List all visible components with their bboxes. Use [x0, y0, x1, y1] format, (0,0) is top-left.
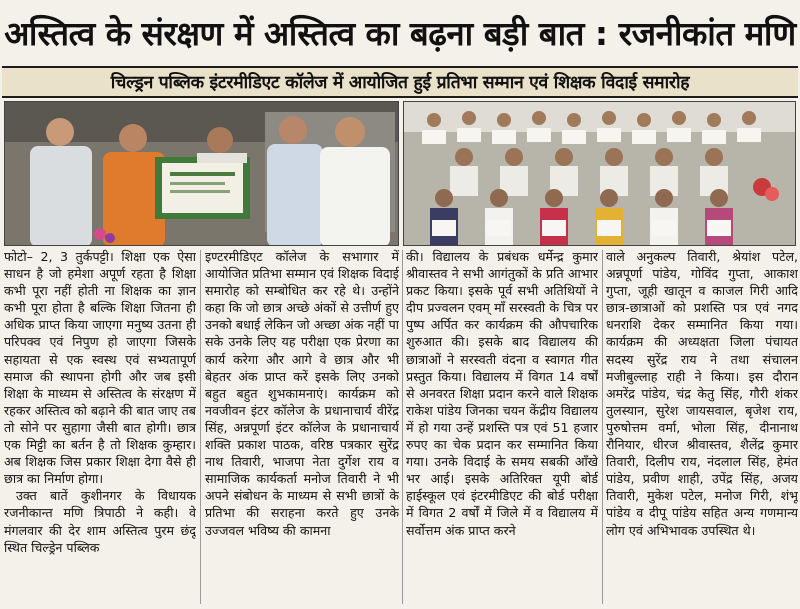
article-column-3: [406, 248, 598, 606]
column-divider: [200, 250, 201, 604]
article-column-4: [606, 248, 798, 606]
column2-paragraph-1: इण्टरमीडिएट कॉलेज के सभागार में आयोजित प्रतिभा सम्मान एवं शिक्षक विदाई समारोह को सम्बोधित कर रहे थे। उन्होंने कहा कि जो छात्र अच्छे अंकों से उत्तीर्ण हुए उनको बधाई लेकिन जो अच्छा अंक नहीं पा सके उनके लिए यह परीक्षा एक प्रेरणा का कार्य करेगा और आगे वे छात्र और भी बेहतर अंक प्राप्त करें इसके लिए उनको बहुत बहुत शुभकामनाएं। कार्यक्रम को नवजीवन इंटर कॉलेज के प्रधानाचार्य वीरेंद्र सिंह, अन्नपूर्णा इंटर कॉलेज के प्रधानाचार्य शक्ति प्रकाश पाठक, वरिष्ठ पत्रकार सुरेंद्र नाथ तिवारी, भाजपा नेता दुर्गेश राय व सामाजिक कार्यकर्ता मनोज तिवारी ने भी अपने संबोधन के माध्यम से सभी छात्रों के प्रतिभा की सराहना करते हुए उनके उज्जवल भविष्य की कामना: [205, 249, 399, 538]
column-divider: [402, 250, 403, 604]
column-divider: [602, 250, 603, 604]
column1-paragraph-2: उक्त बातें कुशीनगर के विधायक रजनीकान्त मणि त्रिपाठी ने कही। वे मंगलवार की देर शाम अस्तित्व पुरम छंदू स्थित चिल्ड्रेन पब्लिक: [4, 488, 196, 555]
photo-students-illustration: [404, 102, 796, 246]
article-column-1: [4, 248, 196, 606]
headline: अस्तित्व के संरक्षण में अस्तित्व का बढ़ना बड़ी बात : रजनीकांत मणि: [4, 13, 796, 53]
article-column-2: [205, 248, 399, 606]
column4-paragraph-1: वाले अनुकल्प तिवारी, श्रेयांश पटेल, अन्नपूर्णा पांडेय, गोविंद गुप्ता, आकाश गुप्ता, जूही खातून व काजल गिरी आदि छात्र-छात्राओं को प्रशस्ति पत्र एवं नगद धनराशि देकर सम्मानित किया गया। कार्यक्रम की अध्यक्षता जिला पंचायत सदस्य सुरेंद्र राय ने तथा संचालन मजीबुल्लाह राही ने किया। इस दौरान अमरेंद्र पांडेय, चंद्र केतु सिंह, गौरी शंकर तुलस्यान, सुरेश जायसवाल, बृजेश राय, पुरुषोत्तम वर्मा, भोला सिंह, दीनानाथ रौनियार, धीरज श्रीवास्तव, शैलेंद्र कुमार तिवारी, दिलीप राय, नंदलाल सिंह, हेमंत पांडेय, प्रवीण शाही, उपेंद्र सिंह, अजय तिवारी, मुकेश पटेल, मनोज गिरी, शंभू पांडेय व दीपू पांडेय सहित अन्य गणमान्य लोग एवं अभिभावक उपस्थित थे।: [606, 249, 798, 538]
column1-paragraph-1: फोटो– 2, 3 तुर्कपट्टी। शिक्षा एक ऐसा साधन है जो हमेशा अपूर्ण रहता है शिक्षा कभी पूरा नहीं होती ना शिक्षक का ज्ञान कभी पूरा होता है बल्कि शिक्षा जितना ही अधिक प्राप्त किया जाएगा मनुष्य उतना ही परिपक्व एवं निपुण हो जाएगा जिसके सहायता से एक स्वस्थ एवं सभ्यतापूर्ण समाज की स्थापना होगी और जब इसी शिक्षा के माध्यम से अस्तित्व के संरक्षण में रहकर अस्तित्व को बढ़ाने की बात जाए तब तो सोने पर सुहागा जैसी बात होगी। छात्र एक मिट्टी का बर्तन है तो शिक्षक कुम्हार। अब शिक्षक जिस प्रकार शिक्षा देगा वैसे ही छात्र का निर्माण होगा।: [4, 249, 196, 487]
column3-paragraph-1: की। विद्यालय के प्रबंधक धर्मेन्द्र कुमार श्रीवास्तव ने सभी आगंतुकों के प्रति आभार प्रकट किया। इसके पूर्व सभी अतिथियों ने दीप प्रज्वलन एवम् माँ सरस्वती के चित्र पर पुष्प अर्पित कर कार्यक्रम की औपचारिक शुरुआत की। इसके बाद विद्यालय की छात्राओं ने सरस्वती वंदना व स्वागत गीत प्रस्तुत किया। विद्यालय में विगत 14 वर्षों से अनवरत शिक्षा प्रदान करने वाले शिक्षक राकेश पांडेय जिनका चयन केंद्रीय विद्यालय में हो गया उन्हें प्रशस्ति पत्र एवं 51 हजार रुपए का चेक प्रदान कर सम्मानित किया गया। उनके विदाई के समय सबकी आँखे भर आई। इसके अतिरिक्त यूपी बोर्ड हाईस्कूल एवं इंटरमीडिएट की बोर्ड परीक्षा में विगत 2 वर्षों में जिले में व विद्यालय में सर्वोत्तम अंक प्राप्त करने: [406, 249, 598, 538]
photo-students-with-certificates: [403, 101, 796, 246]
subheadline: चिल्ड्रन पब्लिक इंटरमीडिएट कॉलेज में आयोजित हुई प्रतिभा सम्मान एवं शिक्षक विदाई समारोह: [2, 66, 798, 98]
photo-certificate-presentation-illustration: [5, 102, 399, 246]
photo-certificate-presentation: [4, 101, 399, 246]
